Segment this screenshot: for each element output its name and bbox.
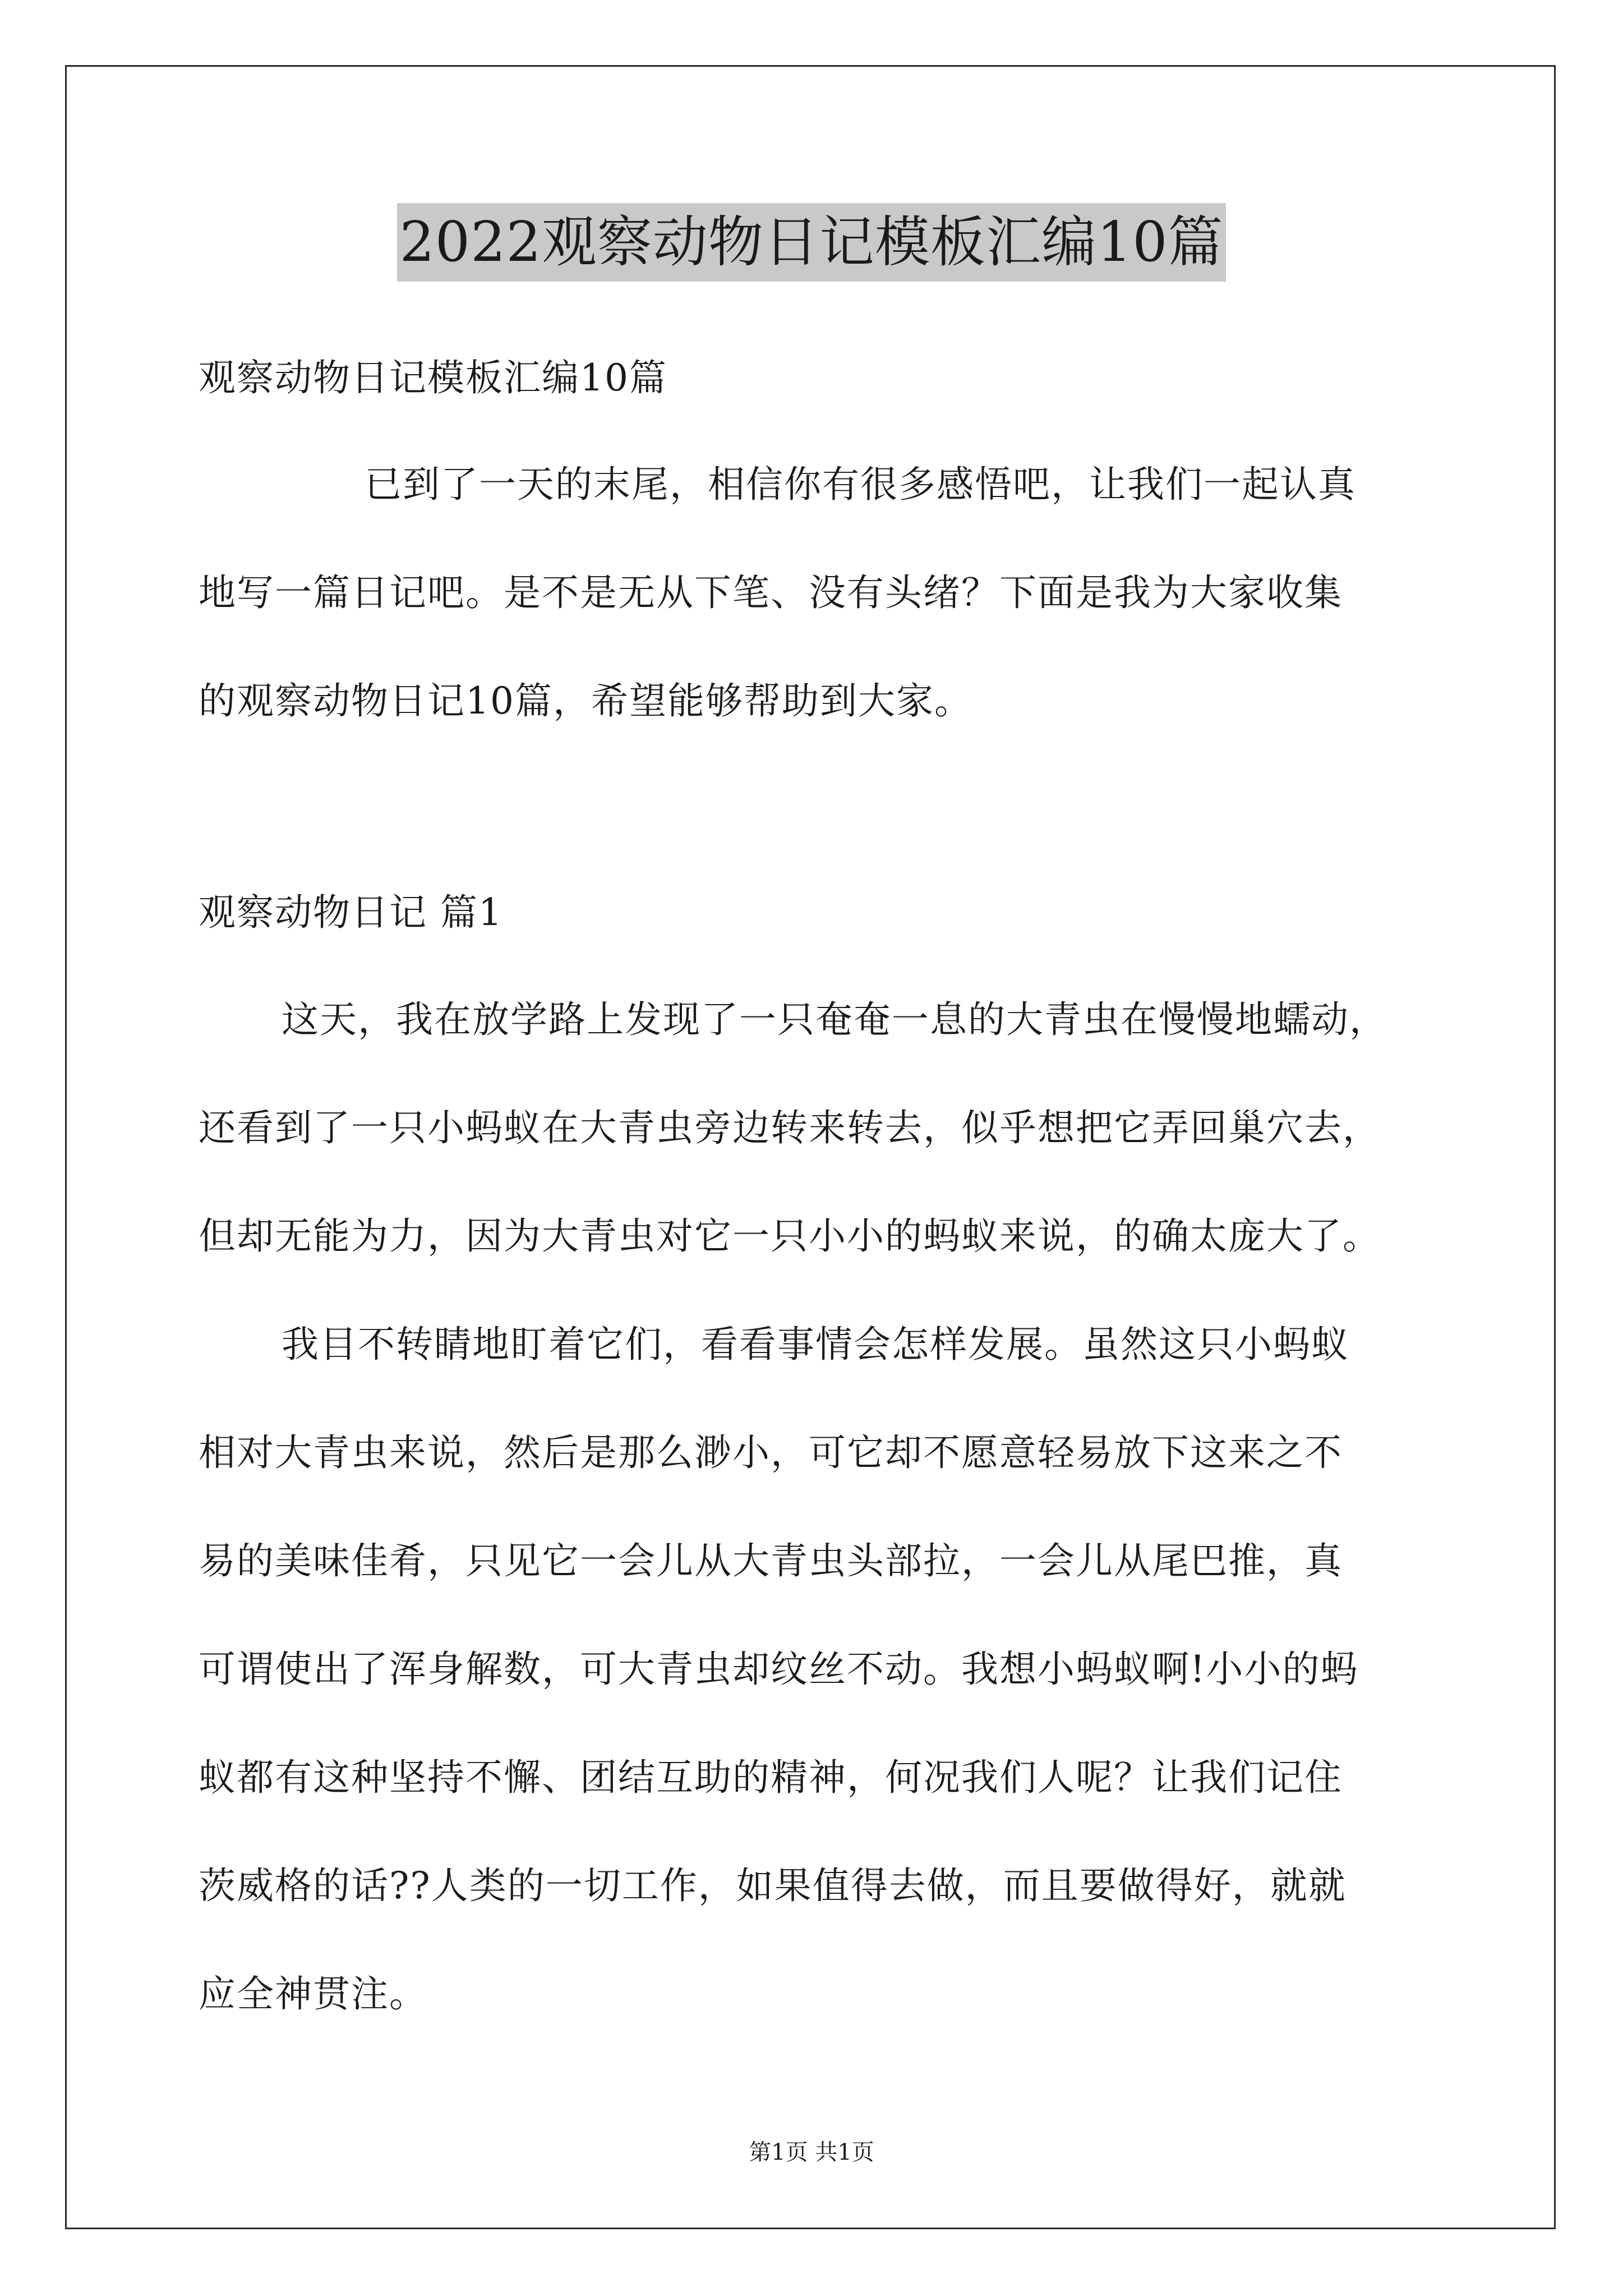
section-heading: 观察动物日记 篇1 xyxy=(199,891,503,934)
paragraph-line: 还看到了一只小蚂蚁在大青虫旁边转来转去，似乎想把它弄回巢穴去， xyxy=(199,1106,1381,1149)
paragraph-line: 易的美味佳肴，只见它一会儿从大青虫头部拉，一会儿从尾巴推，真 xyxy=(199,1539,1343,1582)
paragraph-line: 应全神贯注。 xyxy=(199,1972,427,2016)
subtitle: 观察动物日记模板汇编10篇 xyxy=(199,356,667,399)
paragraph-line: 茨威格的话??人类的一切工作，如果值得去做，而且要做得好，就就 xyxy=(199,1864,1347,1907)
paragraph-line: 这天，我在放学路上发现了一只奄奄一息的大青虫在慢慢地蠕动， xyxy=(282,998,1387,1041)
paragraph-line: 可谓使出了浑身解数，可大青虫却纹丝不动。我想小蚂蚁啊!小小的蚂 xyxy=(199,1648,1359,1691)
title-container xyxy=(0,203,1623,282)
intro-line: 地写一篇日记吧。是不是无从下笔、没有头绪？下面是我为大家收集 xyxy=(199,571,1343,614)
intro-line: 的观察动物日记10篇，希望能够帮助到大家。 xyxy=(199,679,972,723)
paragraph-line: 蚁都有这种坚持不懈、团结互助的精神，何况我们人呢？让我们记住 xyxy=(199,1756,1343,1799)
paragraph-line: 我目不转睛地盯着它们，看看事情会怎样发展。虽然这只小蚂蚁 xyxy=(282,1323,1349,1366)
paragraph-line: 但却无能为力，因为大青虫对它一只小小的蚂蚁来说，的确太庞大了。 xyxy=(199,1214,1381,1258)
paragraph-line: 相对大青虫来说，然后是那么渺小，可它却不愿意轻易放下这来之不 xyxy=(199,1431,1343,1474)
page-footer: 第1页 共1页 xyxy=(749,2139,874,2165)
document-title: 2022观察动物日记模板汇编10篇 xyxy=(397,203,1225,282)
intro-line: 已到了一天的末尾，相信你有很多感悟吧，让我们一起认真 xyxy=(365,463,1356,506)
